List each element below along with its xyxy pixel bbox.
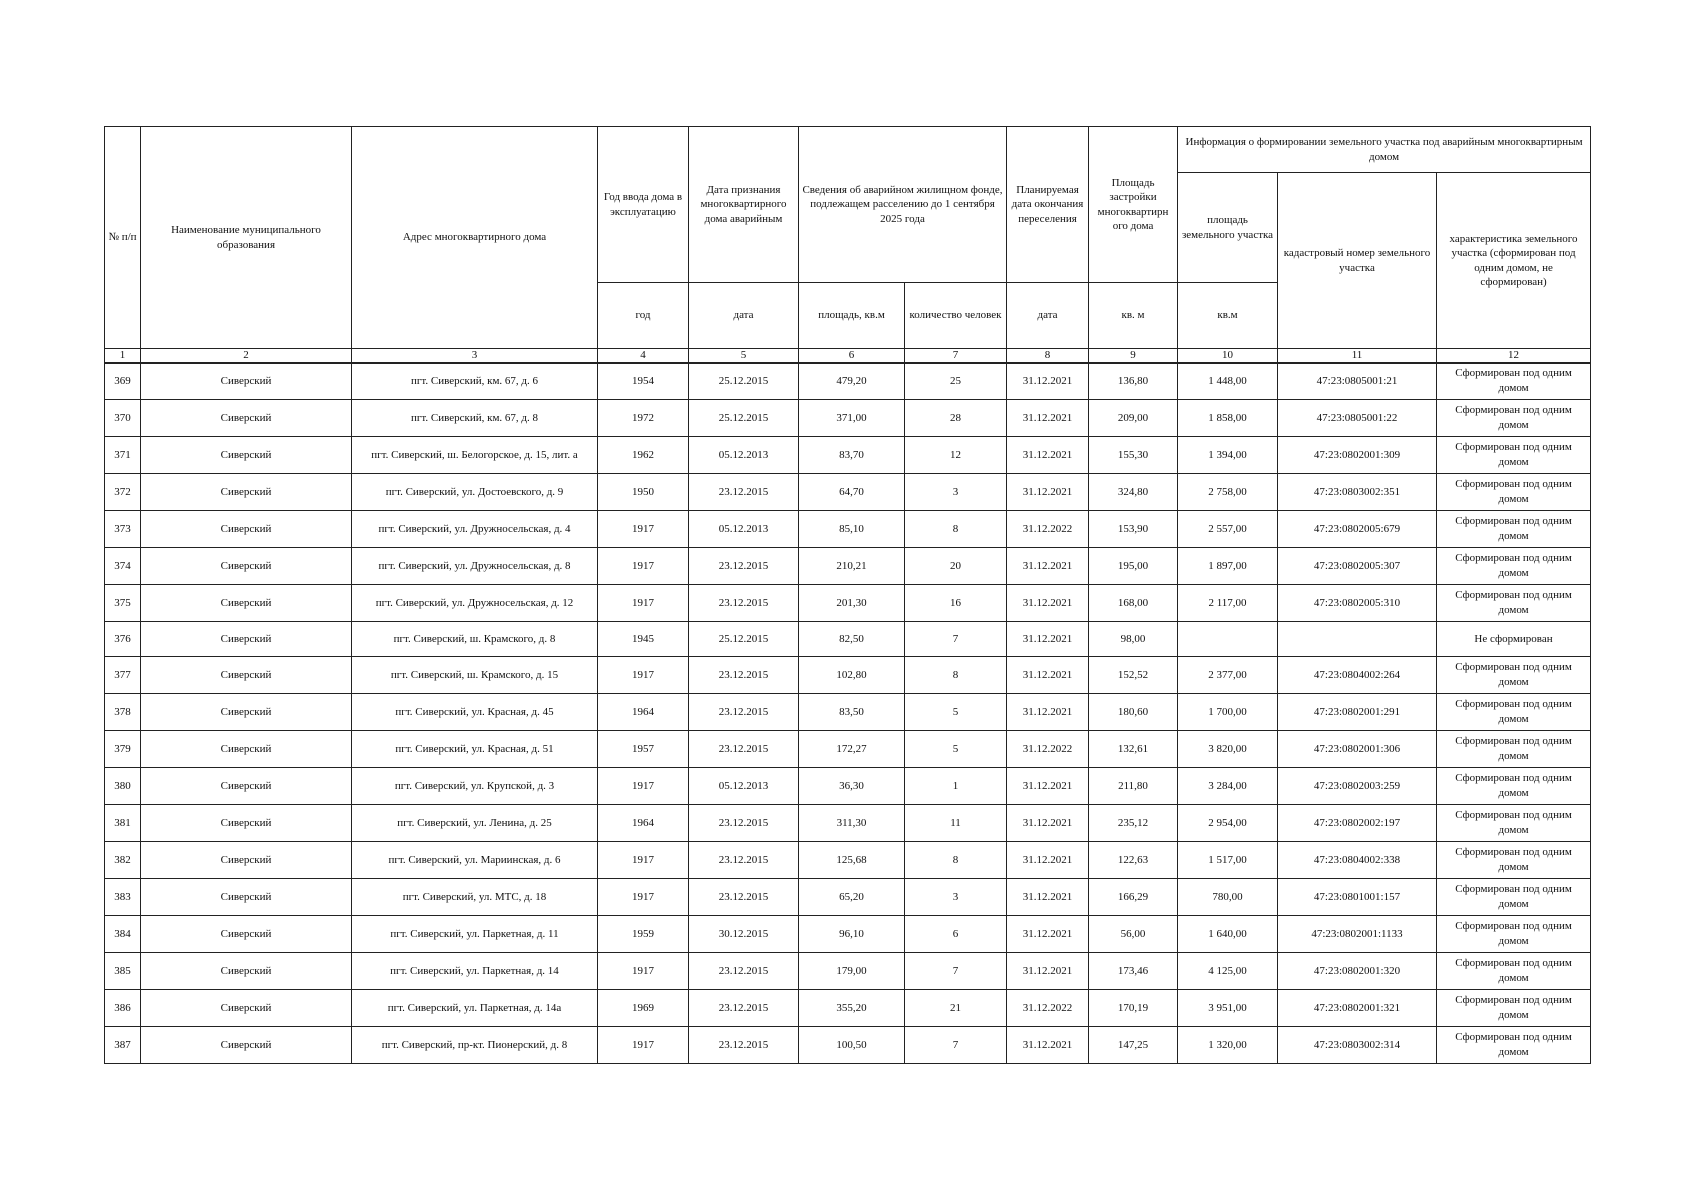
header-land-group: Информация о формировании земельного участка под аварийным многоквартирным домом (1178, 127, 1591, 173)
municipality-cell: Сиверский (141, 474, 352, 511)
area-cell: 82,50 (799, 622, 905, 657)
land-area-cell: 1 517,00 (1178, 842, 1278, 879)
table-row (105, 437, 1591, 474)
area-cell: 36,30 (799, 768, 905, 805)
address-cell: пгт. Сиверский, ул. Паркетная, д. 14 (352, 953, 598, 990)
cadastral-number-cell: 47:23:0802001:309 (1278, 437, 1437, 474)
address-cell: пгт. Сиверский, ул. Мариинская, д. 6 (352, 842, 598, 879)
cadastral-number-cell: 47:23:0802001:321 (1278, 990, 1437, 1027)
municipality-cell: Сиверский (141, 953, 352, 990)
unit-area: площадь, кв.м (799, 283, 905, 349)
address-cell: пгт. Сиверский, км. 67, д. 6 (352, 363, 598, 400)
cadastral-number-cell: 47:23:0802005:307 (1278, 548, 1437, 585)
address-cell: пгт. Сиверский, ул. МТС, д. 18 (352, 879, 598, 916)
people-count-cell: 8 (905, 657, 1007, 694)
table-row (105, 842, 1591, 879)
row-number: 377 (105, 657, 141, 694)
address-cell: пгт. Сиверский, ул. Дружносельская, д. 4 (352, 511, 598, 548)
built-area-cell: 235,12 (1089, 805, 1178, 842)
built-area-cell: 166,29 (1089, 879, 1178, 916)
area-cell: 201,30 (799, 585, 905, 622)
land-area-cell: 1 640,00 (1178, 916, 1278, 953)
people-count-cell: 6 (905, 916, 1007, 953)
land-area-cell: 2 377,00 (1178, 657, 1278, 694)
row-number: 387 (105, 1027, 141, 1064)
area-cell: 83,70 (799, 437, 905, 474)
area-cell: 172,27 (799, 731, 905, 768)
address-cell: пгт. Сиверский, ул. Паркетная, д. 11 (352, 916, 598, 953)
land-status-cell: Сформирован под одним домом (1437, 694, 1591, 731)
cadastral-number-cell: 47:23:0803002:351 (1278, 474, 1437, 511)
people-count-cell: 21 (905, 990, 1007, 1027)
column-number: 9 (1089, 349, 1178, 363)
built-area-cell: 147,25 (1089, 1027, 1178, 1064)
table-row (105, 768, 1591, 805)
area-cell: 479,20 (799, 363, 905, 400)
cadastral-number-cell: 47:23:0802001:1133 (1278, 916, 1437, 953)
cadastral-number-cell: 47:23:0804002:264 (1278, 657, 1437, 694)
header-planned-date: Планируемая дата окончания переселения (1007, 127, 1089, 283)
table-row (105, 657, 1591, 694)
cadastral-number-cell: 47:23:0805001:21 (1278, 363, 1437, 400)
people-count-cell: 12 (905, 437, 1007, 474)
land-status-cell: Сформирован под одним домом (1437, 879, 1591, 916)
planned-date-cell: 31.12.2021 (1007, 400, 1089, 437)
land-status-cell: Сформирован под одним домом (1437, 805, 1591, 842)
row-number: 373 (105, 511, 141, 548)
land-status-cell: Сформирован под одним домом (1437, 1027, 1591, 1064)
built-area-cell: 153,90 (1089, 511, 1178, 548)
address-cell: пгт. Сиверский, ул. Дружносельская, д. 8 (352, 548, 598, 585)
land-area-cell: 4 125,00 (1178, 953, 1278, 990)
municipality-cell: Сиверский (141, 916, 352, 953)
recognition-date-cell: 23.12.2015 (689, 694, 799, 731)
table-row (105, 731, 1591, 768)
recognition-date-cell: 23.12.2015 (689, 990, 799, 1027)
column-number: 5 (689, 349, 799, 363)
year-cell: 1957 (598, 731, 689, 768)
land-area-cell: 2 557,00 (1178, 511, 1278, 548)
row-number: 381 (105, 805, 141, 842)
table-row (105, 990, 1591, 1027)
people-count-cell: 7 (905, 1027, 1007, 1064)
row-number: 384 (105, 916, 141, 953)
land-area-cell: 1 394,00 (1178, 437, 1278, 474)
row-number: 372 (105, 474, 141, 511)
built-area-cell: 324,80 (1089, 474, 1178, 511)
header-characteristic: характеристика земельного участка (сформирован под одним домом, не сформирован) (1437, 173, 1591, 349)
municipality-cell: Сиверский (141, 437, 352, 474)
address-cell: пгт. Сиверский, ул. Красная, д. 51 (352, 731, 598, 768)
year-cell: 1917 (598, 879, 689, 916)
cadastral-number-cell: 47:23:0802005:679 (1278, 511, 1437, 548)
area-cell: 83,50 (799, 694, 905, 731)
header-built-area: Площадь застройки многоквартирн ого дома (1089, 127, 1178, 283)
table-row (105, 916, 1591, 953)
address-cell: пгт. Сиверский, ул. Дружносельская, д. 12 (352, 585, 598, 622)
land-area-cell: 2 758,00 (1178, 474, 1278, 511)
people-count-cell: 25 (905, 363, 1007, 400)
built-area-cell: 211,80 (1089, 768, 1178, 805)
column-number: 7 (905, 349, 1007, 363)
people-count-cell: 1 (905, 768, 1007, 805)
year-cell: 1917 (598, 842, 689, 879)
table-row (105, 585, 1591, 622)
land-status-cell: Сформирован под одним домом (1437, 731, 1591, 768)
land-status-cell: Сформирован под одним домом (1437, 400, 1591, 437)
built-area-cell: 195,00 (1089, 548, 1178, 585)
cadastral-number-cell: 47:23:0802003:259 (1278, 768, 1437, 805)
municipality-cell: Сиверский (141, 511, 352, 548)
address-cell: пгт. Сиверский, ш. Белогорское, д. 15, лит. а (352, 437, 598, 474)
built-area-cell: 132,61 (1089, 731, 1178, 768)
row-number: 386 (105, 990, 141, 1027)
year-cell: 1954 (598, 363, 689, 400)
recognition-date-cell: 23.12.2015 (689, 879, 799, 916)
area-cell: 371,00 (799, 400, 905, 437)
table-row (105, 511, 1591, 548)
built-area-cell: 168,00 (1089, 585, 1178, 622)
cadastral-number-cell: 47:23:0801001:157 (1278, 879, 1437, 916)
land-area-cell: 1 858,00 (1178, 400, 1278, 437)
planned-date-cell: 31.12.2022 (1007, 511, 1089, 548)
people-count-cell: 28 (905, 400, 1007, 437)
row-number: 382 (105, 842, 141, 879)
people-count-cell: 5 (905, 731, 1007, 768)
year-cell: 1917 (598, 1027, 689, 1064)
land-status-cell: Сформирован под одним домом (1437, 953, 1591, 990)
cadastral-number-cell: 47:23:0802001:320 (1278, 953, 1437, 990)
recognition-date-cell: 25.12.2015 (689, 622, 799, 657)
planned-date-cell: 31.12.2021 (1007, 585, 1089, 622)
planned-date-cell: 31.12.2021 (1007, 363, 1089, 400)
table-header (105, 127, 1591, 363)
planned-date-cell: 31.12.2021 (1007, 768, 1089, 805)
row-number: 378 (105, 694, 141, 731)
recognition-date-cell: 23.12.2015 (689, 805, 799, 842)
municipality-cell: Сиверский (141, 548, 352, 585)
municipality-cell: Сиверский (141, 694, 352, 731)
column-number: 4 (598, 349, 689, 363)
cadastral-number-cell (1278, 622, 1437, 657)
table-row (105, 400, 1591, 437)
area-cell: 65,20 (799, 879, 905, 916)
column-number: 6 (799, 349, 905, 363)
table-row (105, 805, 1591, 842)
municipality-cell: Сиверский (141, 657, 352, 694)
land-status-cell: Сформирован под одним домом (1437, 363, 1591, 400)
row-number: 369 (105, 363, 141, 400)
address-cell: пгт. Сиверский, ул. Крупской, д. 3 (352, 768, 598, 805)
recognition-date-cell: 23.12.2015 (689, 657, 799, 694)
recognition-date-cell: 05.12.2013 (689, 511, 799, 548)
unit-built-sqm: кв. м (1089, 283, 1178, 349)
recognition-date-cell: 05.12.2013 (689, 437, 799, 474)
land-area-cell: 2 117,00 (1178, 585, 1278, 622)
header-recognition-date: Дата признания многоквартирного дома аварийным (689, 127, 799, 283)
cadastral-number-cell: 47:23:0805001:22 (1278, 400, 1437, 437)
people-count-cell: 11 (905, 805, 1007, 842)
municipality-cell: Сиверский (141, 622, 352, 657)
people-count-cell: 3 (905, 474, 1007, 511)
row-number: 375 (105, 585, 141, 622)
built-area-cell: 173,46 (1089, 953, 1178, 990)
column-number: 3 (352, 349, 598, 363)
unit-date: дата (689, 283, 799, 349)
year-cell: 1950 (598, 474, 689, 511)
area-cell: 210,21 (799, 548, 905, 585)
area-cell: 125,68 (799, 842, 905, 879)
planned-date-cell: 31.12.2022 (1007, 990, 1089, 1027)
area-cell: 355,20 (799, 990, 905, 1027)
cadastral-number-cell: 47:23:0802001:291 (1278, 694, 1437, 731)
recognition-date-cell: 23.12.2015 (689, 474, 799, 511)
row-number: 383 (105, 879, 141, 916)
year-cell: 1917 (598, 548, 689, 585)
planned-date-cell: 31.12.2021 (1007, 1027, 1089, 1064)
year-cell: 1917 (598, 511, 689, 548)
planned-date-cell: 31.12.2021 (1007, 474, 1089, 511)
planned-date-cell: 31.12.2021 (1007, 916, 1089, 953)
year-cell: 1917 (598, 953, 689, 990)
built-area-cell: 152,52 (1089, 657, 1178, 694)
unit-people: количество человек (905, 283, 1007, 349)
recognition-date-cell: 23.12.2015 (689, 842, 799, 879)
recognition-date-cell: 30.12.2015 (689, 916, 799, 953)
recognition-date-cell: 23.12.2015 (689, 548, 799, 585)
table-row (105, 879, 1591, 916)
year-cell: 1962 (598, 437, 689, 474)
area-cell: 64,70 (799, 474, 905, 511)
year-cell: 1917 (598, 768, 689, 805)
address-cell: пгт. Сиверский, км. 67, д. 8 (352, 400, 598, 437)
year-cell: 1945 (598, 622, 689, 657)
land-area-cell: 780,00 (1178, 879, 1278, 916)
address-cell: пгт. Сиверский, ул. Ленина, д. 25 (352, 805, 598, 842)
land-status-cell: Сформирован под одним домом (1437, 511, 1591, 548)
land-area-cell: 1 448,00 (1178, 363, 1278, 400)
area-cell: 100,50 (799, 1027, 905, 1064)
planned-date-cell: 31.12.2021 (1007, 622, 1089, 657)
header-municipality: Наименование муниципального образования (141, 127, 352, 349)
planned-date-cell: 31.12.2021 (1007, 953, 1089, 990)
area-cell: 96,10 (799, 916, 905, 953)
year-cell: 1917 (598, 585, 689, 622)
land-area-cell (1178, 622, 1278, 657)
column-number: 12 (1437, 349, 1591, 363)
table-row (105, 953, 1591, 990)
column-number: 10 (1178, 349, 1278, 363)
year-cell: 1917 (598, 657, 689, 694)
cadastral-number-cell: 47:23:0802001:306 (1278, 731, 1437, 768)
emergency-housing-table (104, 126, 1591, 1064)
unit-year: год (598, 283, 689, 349)
year-cell: 1964 (598, 805, 689, 842)
people-count-cell: 8 (905, 842, 1007, 879)
area-cell: 311,30 (799, 805, 905, 842)
municipality-cell: Сиверский (141, 805, 352, 842)
row-number: 374 (105, 548, 141, 585)
address-cell: пгт. Сиверский, ш. Крамского, д. 15 (352, 657, 598, 694)
land-status-cell: Сформирован под одним домом (1437, 842, 1591, 879)
built-area-cell: 155,30 (1089, 437, 1178, 474)
municipality-cell: Сиверский (141, 1027, 352, 1064)
recognition-date-cell: 23.12.2015 (689, 585, 799, 622)
table-body (105, 363, 1591, 1064)
planned-date-cell: 31.12.2021 (1007, 437, 1089, 474)
land-area-cell: 3 284,00 (1178, 768, 1278, 805)
land-status-cell: Сформирован под одним домом (1437, 990, 1591, 1027)
land-status-cell: Сформирован под одним домом (1437, 474, 1591, 511)
land-area-cell: 3 951,00 (1178, 990, 1278, 1027)
area-cell: 179,00 (799, 953, 905, 990)
recognition-date-cell: 05.12.2013 (689, 768, 799, 805)
row-number: 376 (105, 622, 141, 657)
recognition-date-cell: 25.12.2015 (689, 363, 799, 400)
people-count-cell: 5 (905, 694, 1007, 731)
header-year: Год ввода дома в эксплуатацию (598, 127, 689, 283)
land-status-cell: Сформирован под одним домом (1437, 437, 1591, 474)
cadastral-number-cell: 47:23:0803002:314 (1278, 1027, 1437, 1064)
land-status-cell: Сформирован под одним домом (1437, 657, 1591, 694)
land-area-cell: 2 954,00 (1178, 805, 1278, 842)
people-count-cell: 7 (905, 953, 1007, 990)
unit-planned-date: дата (1007, 283, 1089, 349)
year-cell: 1959 (598, 916, 689, 953)
table-row (105, 548, 1591, 585)
built-area-cell: 209,00 (1089, 400, 1178, 437)
land-status-cell: Не сформирован (1437, 622, 1591, 657)
municipality-cell: Сиверский (141, 585, 352, 622)
table-row (105, 474, 1591, 511)
header-cadastral: кадастровый номер земельного участка (1278, 173, 1437, 349)
built-area-cell: 122,63 (1089, 842, 1178, 879)
row-number: 370 (105, 400, 141, 437)
column-numbers-row (105, 349, 1591, 363)
land-status-cell: Сформирован под одним домом (1437, 585, 1591, 622)
address-cell: пгт. Сиверский, ул. Достоевского, д. 9 (352, 474, 598, 511)
built-area-cell: 98,00 (1089, 622, 1178, 657)
built-area-cell: 56,00 (1089, 916, 1178, 953)
planned-date-cell: 31.12.2021 (1007, 657, 1089, 694)
address-cell: пгт. Сиверский, ул. Паркетная, д. 14а (352, 990, 598, 1027)
row-number: 379 (105, 731, 141, 768)
address-cell: пгт. Сиверский, пр-кт. Пионерский, д. 8 (352, 1027, 598, 1064)
built-area-cell: 136,80 (1089, 363, 1178, 400)
header-num: № п/п (105, 127, 141, 349)
cadastral-number-cell: 47:23:0802002:197 (1278, 805, 1437, 842)
row-number: 380 (105, 768, 141, 805)
address-cell: пгт. Сиверский, ш. Крамского, д. 8 (352, 622, 598, 657)
built-area-cell: 180,60 (1089, 694, 1178, 731)
planned-date-cell: 31.12.2021 (1007, 805, 1089, 842)
land-area-cell: 1 700,00 (1178, 694, 1278, 731)
recognition-date-cell: 23.12.2015 (689, 1027, 799, 1064)
land-status-cell: Сформирован под одним домом (1437, 768, 1591, 805)
column-number: 8 (1007, 349, 1089, 363)
municipality-cell: Сиверский (141, 363, 352, 400)
municipality-cell: Сиверский (141, 731, 352, 768)
row-number: 385 (105, 953, 141, 990)
year-cell: 1969 (598, 990, 689, 1027)
column-number: 1 (105, 349, 141, 363)
table-row (105, 363, 1591, 400)
people-count-cell: 16 (905, 585, 1007, 622)
municipality-cell: Сиверский (141, 842, 352, 879)
built-area-cell: 170,19 (1089, 990, 1178, 1027)
people-count-cell: 3 (905, 879, 1007, 916)
year-cell: 1972 (598, 400, 689, 437)
row-number: 371 (105, 437, 141, 474)
planned-date-cell: 31.12.2021 (1007, 694, 1089, 731)
recognition-date-cell: 23.12.2015 (689, 731, 799, 768)
planned-date-cell: 31.12.2021 (1007, 842, 1089, 879)
land-area-cell: 1 897,00 (1178, 548, 1278, 585)
column-number: 11 (1278, 349, 1437, 363)
table-row (105, 622, 1591, 657)
municipality-cell: Сиверский (141, 990, 352, 1027)
cadastral-number-cell: 47:23:0802005:310 (1278, 585, 1437, 622)
recognition-date-cell: 23.12.2015 (689, 953, 799, 990)
municipality-cell: Сиверский (141, 768, 352, 805)
planned-date-cell: 31.12.2021 (1007, 548, 1089, 585)
land-area-cell: 3 820,00 (1178, 731, 1278, 768)
table-row (105, 694, 1591, 731)
column-number: 2 (141, 349, 352, 363)
recognition-date-cell: 25.12.2015 (689, 400, 799, 437)
land-status-cell: Сформирован под одним домом (1437, 548, 1591, 585)
address-cell: пгт. Сиверский, ул. Красная, д. 45 (352, 694, 598, 731)
people-count-cell: 8 (905, 511, 1007, 548)
header-address: Адрес многоквартирного дома (352, 127, 598, 349)
planned-date-cell: 31.12.2022 (1007, 731, 1089, 768)
table-row (105, 1027, 1591, 1064)
land-area-cell: 1 320,00 (1178, 1027, 1278, 1064)
planned-date-cell: 31.12.2021 (1007, 879, 1089, 916)
cadastral-number-cell: 47:23:0804002:338 (1278, 842, 1437, 879)
people-count-cell: 20 (905, 548, 1007, 585)
area-cell: 85,10 (799, 511, 905, 548)
municipality-cell: Сиверский (141, 400, 352, 437)
municipality-cell: Сиверский (141, 879, 352, 916)
unit-land-sqm: кв.м (1178, 283, 1278, 349)
land-status-cell: Сформирован под одним домом (1437, 916, 1591, 953)
header-land-area: площадь земельного участка (1178, 173, 1278, 283)
year-cell: 1964 (598, 694, 689, 731)
people-count-cell: 7 (905, 622, 1007, 657)
header-fund-group: Сведения об аварийном жилищном фонде, подлежащем расселению до 1 сентября 2025 года (799, 127, 1007, 283)
area-cell: 102,80 (799, 657, 905, 694)
